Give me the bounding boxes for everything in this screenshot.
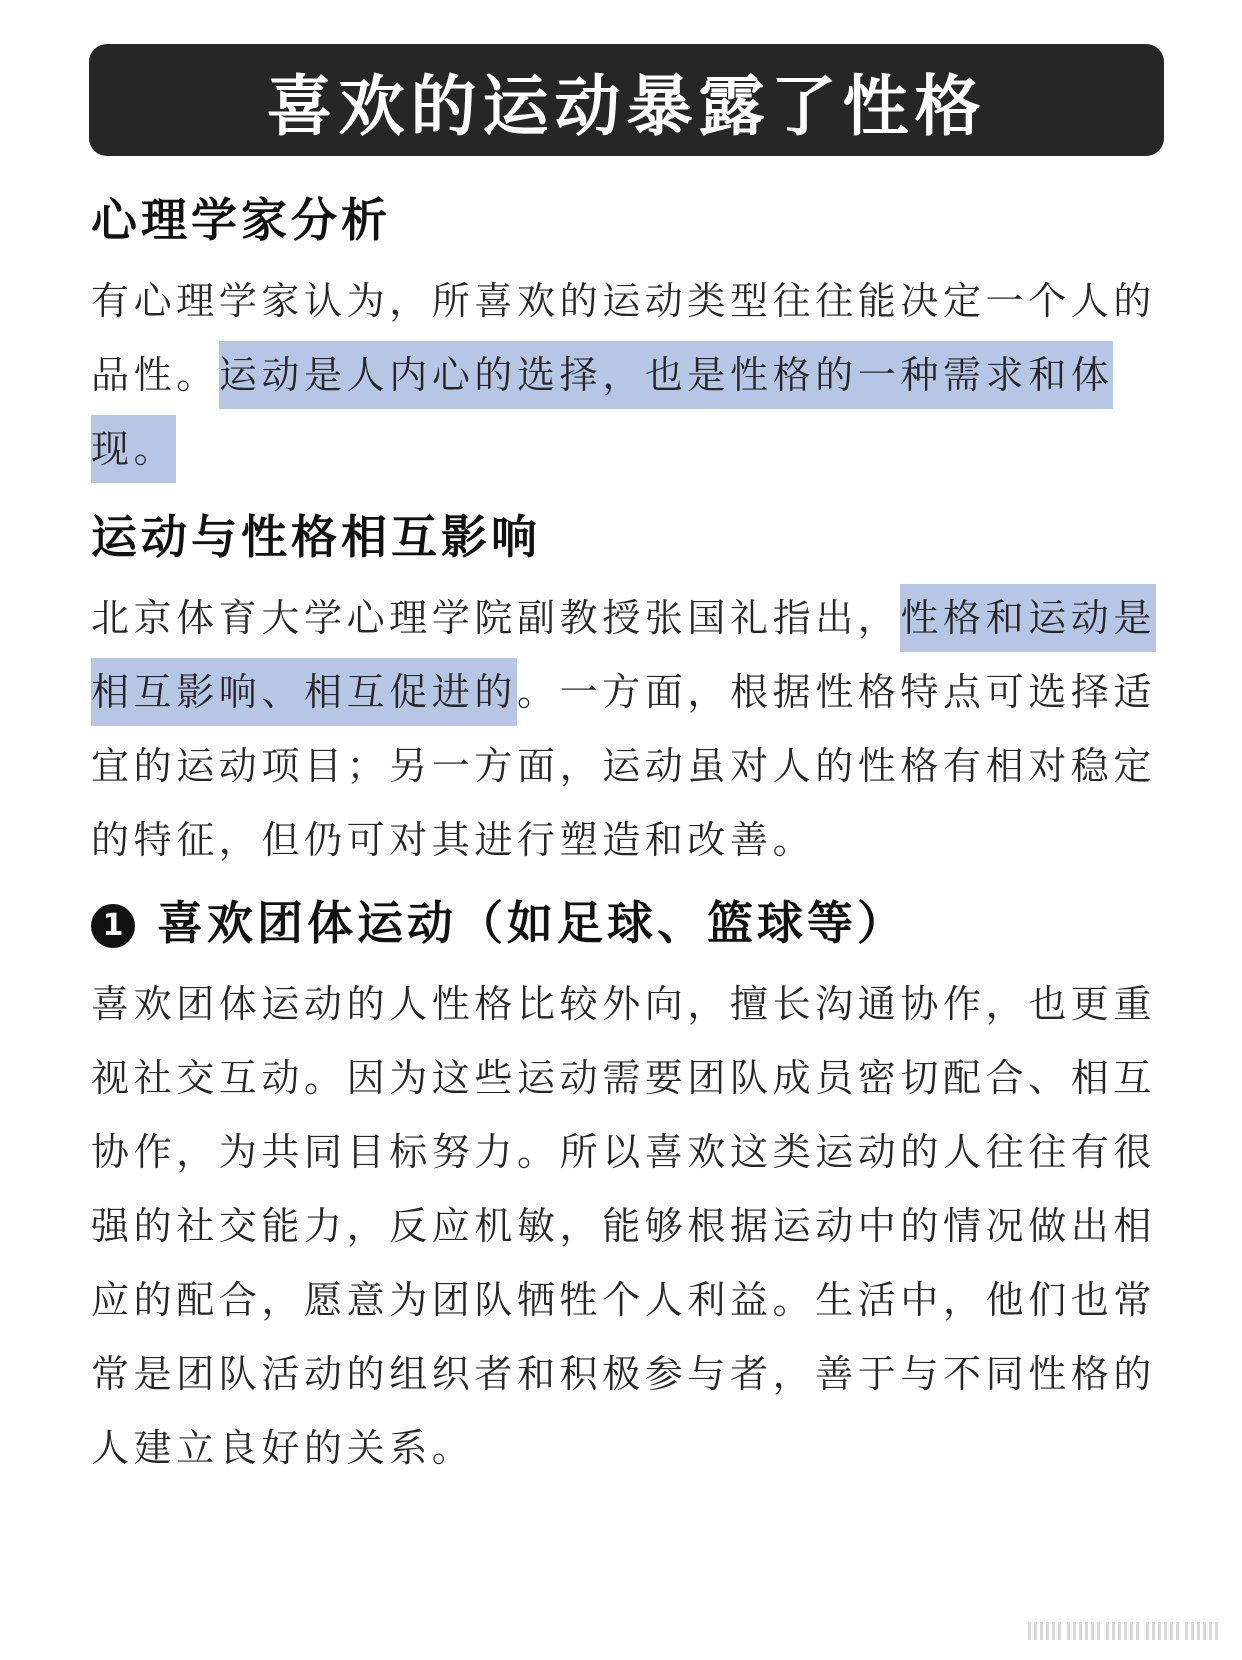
section-psychologist-analysis (91, 190, 1176, 486)
section-team-sports (91, 893, 1176, 1485)
paragraph-text: 。一方面，根据性格特点可选择适宜的运动项目；另一方面，运动虽对人的性格有相对稳定的特征，但仍可对其进行塑造和改善。 (91, 670, 1157, 862)
watermark (1028, 1622, 1218, 1640)
number-badge: 1 (91, 904, 135, 948)
paragraph-text: 喜欢团体运动的人性格比较外向，擅长沟通协作，也更重视社交互动。因为这些运动需要团队成员密切配合、相互协作，为共同目标努力。所以喜欢这类运动的人往往有很强的社交能力，反应机敏，能够根据运动中的情况做出相应的配合，愿意为团队牺牲个人利益。生活中，他们也常常是团队活动的组织者和积极参与者，善于与不同性格的人建立良好的关系。 (91, 982, 1157, 1470)
section-heading-text: 喜欢团体运动（如足球、篮球等） (157, 896, 907, 950)
highlighted-text: 性格和运动是相互影响、相互促进的 (91, 584, 1156, 726)
page-title: 喜欢的运动暴露了性格 (266, 67, 987, 145)
section-paragraph (91, 967, 1171, 1485)
section-heading (91, 893, 1176, 953)
section-paragraph (91, 264, 1171, 486)
paragraph-text: 有心理学家认为，所喜欢的运动类型往往能决定一个人的品性。 (91, 279, 1157, 397)
section-mutual-influence (91, 507, 1176, 877)
section-heading: 运动与性格相互影响 (91, 510, 541, 564)
title-banner (89, 44, 1164, 156)
section-heading: 心理学家分析 (91, 193, 391, 247)
highlighted-text: 运动是人内心的选择，也是性格的一种需求和体现。 (91, 341, 1113, 483)
section-paragraph (91, 581, 1171, 877)
paragraph-text: 北京体育大学心理学院副教授张国礼指出， (91, 596, 901, 640)
